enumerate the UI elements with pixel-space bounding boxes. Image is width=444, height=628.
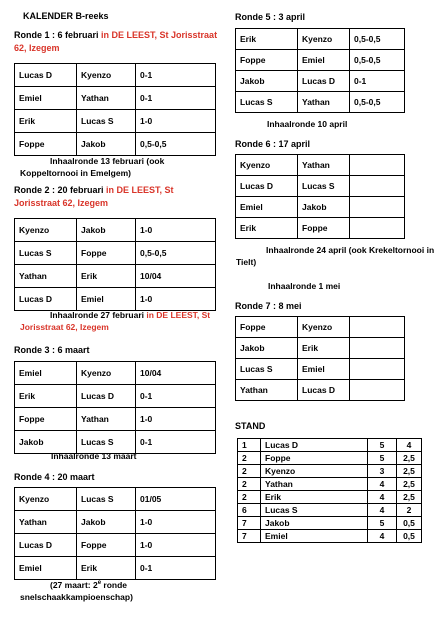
round-2-title: Ronde 2 : 20 februari in DE LEEST, St Jorisstraat 62, Izegem: [14, 185, 174, 208]
table-cell: Jakob: [236, 338, 298, 359]
round-7-table: [235, 316, 405, 401]
table-cell: 10/04: [136, 265, 216, 288]
table-cell: Foppe: [15, 408, 77, 431]
table-cell: Lucas D: [15, 64, 77, 87]
table-cell: [350, 317, 405, 338]
table-cell: 0-1: [136, 431, 216, 454]
table-cell: Erik: [236, 218, 298, 239]
round-7-title: Ronde 7 : 8 mei: [235, 301, 302, 311]
table-cell: Yathan: [77, 87, 136, 110]
table-cell: 2,5: [397, 465, 422, 478]
table-cell: Emiel: [15, 87, 77, 110]
table-cell: 6: [238, 504, 261, 517]
table-cell: Jakob: [236, 71, 298, 92]
table-cell: 2: [238, 465, 261, 478]
round-6-title: Ronde 6 : 17 april: [235, 139, 311, 149]
table-cell: Kyenzo: [77, 362, 136, 385]
table-cell: Lucas S: [298, 176, 350, 197]
table-cell: Kyenzo: [15, 488, 77, 511]
table-cell: Kyenzo: [298, 317, 350, 338]
table-cell: [350, 380, 405, 401]
table-cell: 0-1: [136, 557, 216, 580]
table-cell: Jakob: [77, 219, 136, 242]
table-cell: [350, 338, 405, 359]
round-6-note: Inhaalronde 24 april (ook Krekeltornooi in Tielt): [236, 245, 435, 267]
table-cell: 7: [238, 517, 261, 530]
document-title: KALENDER B-reeks: [23, 11, 109, 21]
table-cell: 7: [238, 530, 261, 543]
table-cell: Lucas S: [77, 110, 136, 133]
table-cell: Jakob: [261, 517, 368, 530]
table-cell: 1: [238, 439, 261, 452]
table-cell: 1-0: [136, 110, 216, 133]
round-1-section: [14, 29, 219, 55]
table-cell: Jakob: [298, 197, 350, 218]
table-cell: Yathan: [298, 155, 350, 176]
table-cell: 0-1: [136, 385, 216, 408]
table-cell: Emiel: [77, 288, 136, 311]
table-cell: Yathan: [298, 92, 350, 113]
table-cell: Lucas S: [77, 488, 136, 511]
table-cell: Yathan: [15, 511, 77, 534]
table-cell: 0,5-0,5: [350, 29, 405, 50]
table-cell: [350, 155, 405, 176]
table-cell: [350, 359, 405, 380]
table-cell: Yathan: [77, 408, 136, 431]
table-cell: Foppe: [77, 242, 136, 265]
round-4-table: [14, 487, 216, 580]
table-cell: Lucas D: [298, 71, 350, 92]
table-cell: 5: [368, 452, 397, 465]
table-cell: [350, 176, 405, 197]
table-cell: 2,5: [397, 452, 422, 465]
table-cell: Jakob: [77, 511, 136, 534]
table-cell: Emiel: [261, 530, 368, 543]
table-cell: Emiel: [298, 359, 350, 380]
round-4-note: (27 maart: 2e ronde snelschaakkampioenschap): [20, 579, 133, 602]
table-cell: 2,5: [397, 491, 422, 504]
table-cell: 5: [368, 439, 397, 452]
table-cell: Foppe: [236, 317, 298, 338]
table-cell: 1-0: [136, 219, 216, 242]
table-cell: 4: [368, 504, 397, 517]
table-cell: 4: [397, 439, 422, 452]
table-cell: 4: [368, 491, 397, 504]
table-cell: 0,5: [397, 517, 422, 530]
table-cell: Yathan: [261, 478, 368, 491]
table-cell: Lucas D: [77, 385, 136, 408]
table-cell: Erik: [298, 338, 350, 359]
round-6-table: [235, 154, 405, 239]
round-3-title: Ronde 3 : 6 maart: [14, 345, 90, 355]
round-5-title: Ronde 5 : 3 april: [235, 12, 306, 22]
table-cell: 2,5: [397, 478, 422, 491]
table-cell: Lucas D: [298, 380, 350, 401]
table-cell: Emiel: [298, 50, 350, 71]
table-cell: 0-1: [136, 87, 216, 110]
table-cell: Erik: [261, 491, 368, 504]
table-cell: 1-0: [136, 408, 216, 431]
table-cell: Jakob: [15, 431, 77, 454]
table-cell: Kyenzo: [298, 29, 350, 50]
table-cell: 1-0: [136, 534, 216, 557]
table-cell: 3: [368, 465, 397, 478]
table-cell: Erik: [236, 29, 298, 50]
table-cell: 0,5: [397, 530, 422, 543]
table-cell: Yathan: [15, 265, 77, 288]
table-cell: Lucas S: [236, 92, 298, 113]
round-1-table: [14, 63, 216, 156]
stand-table: [237, 438, 422, 543]
table-cell: Foppe: [236, 50, 298, 71]
table-cell: Erik: [15, 385, 77, 408]
table-cell: 1-0: [136, 288, 216, 311]
table-cell: 2: [238, 491, 261, 504]
round-1-note: Inhaalronde 13 februari (ook Koppeltornooi in Emelgem): [20, 156, 165, 178]
table-cell: 4: [368, 530, 397, 543]
table-cell: 10/04: [136, 362, 216, 385]
table-cell: [350, 218, 405, 239]
table-cell: 0-1: [136, 64, 216, 87]
round-3-table: [14, 361, 216, 454]
table-cell: Kyenzo: [15, 219, 77, 242]
table-cell: Emiel: [15, 362, 77, 385]
round-2-table: [14, 218, 216, 311]
table-cell: 0,5-0,5: [136, 133, 216, 156]
table-cell: 0,5-0,5: [350, 92, 405, 113]
table-cell: Emiel: [15, 557, 77, 580]
table-cell: Erik: [77, 265, 136, 288]
table-cell: Erik: [77, 557, 136, 580]
round-5-note: Inhaalronde 10 april: [267, 119, 348, 129]
round-1-title: Ronde 1 : 6 februari in DE LEEST, St Jorisstraat 62, Izegem: [14, 30, 218, 53]
table-cell: 1-0: [136, 511, 216, 534]
table-cell: Lucas S: [77, 431, 136, 454]
table-cell: Foppe: [15, 133, 77, 156]
table-cell: Lucas S: [15, 242, 77, 265]
table-cell: Erik: [15, 110, 77, 133]
round-4-title: Ronde 4 : 20 maart: [14, 472, 95, 482]
round-6-note-2: Inhaalronde 1 mei: [268, 281, 341, 291]
table-cell: Foppe: [298, 218, 350, 239]
table-cell: Lucas D: [15, 288, 77, 311]
table-cell: 2: [238, 478, 261, 491]
table-cell: Lucas D: [15, 534, 77, 557]
table-cell: Lucas S: [236, 359, 298, 380]
round-2-note: Inhaalronde 27 februari in DE LEEST, St Jorisstraat 62, Izegem: [20, 310, 211, 332]
table-cell: 4: [368, 478, 397, 491]
table-cell: 2: [238, 452, 261, 465]
table-cell: Kyenzo: [261, 465, 368, 478]
table-cell: Kyenzo: [77, 64, 136, 87]
table-cell: [350, 197, 405, 218]
table-cell: 5: [368, 517, 397, 530]
table-cell: Jakob: [77, 133, 136, 156]
stand-title: STAND: [235, 421, 266, 431]
table-cell: 01/05: [136, 488, 216, 511]
table-cell: Lucas S: [261, 504, 368, 517]
table-cell: Lucas D: [236, 176, 298, 197]
table-cell: Lucas D: [261, 439, 368, 452]
table-cell: 0-1: [350, 71, 405, 92]
round-5-table: [235, 28, 405, 113]
table-cell: Kyenzo: [236, 155, 298, 176]
table-cell: Foppe: [261, 452, 368, 465]
table-cell: Yathan: [236, 380, 298, 401]
table-cell: 0,5-0,5: [136, 242, 216, 265]
table-cell: Foppe: [77, 534, 136, 557]
table-cell: 2: [397, 504, 422, 517]
round-3-note: Inhaalronde 13 maart: [51, 451, 137, 461]
table-cell: 0,5-0,5: [350, 50, 405, 71]
table-cell: Emiel: [236, 197, 298, 218]
